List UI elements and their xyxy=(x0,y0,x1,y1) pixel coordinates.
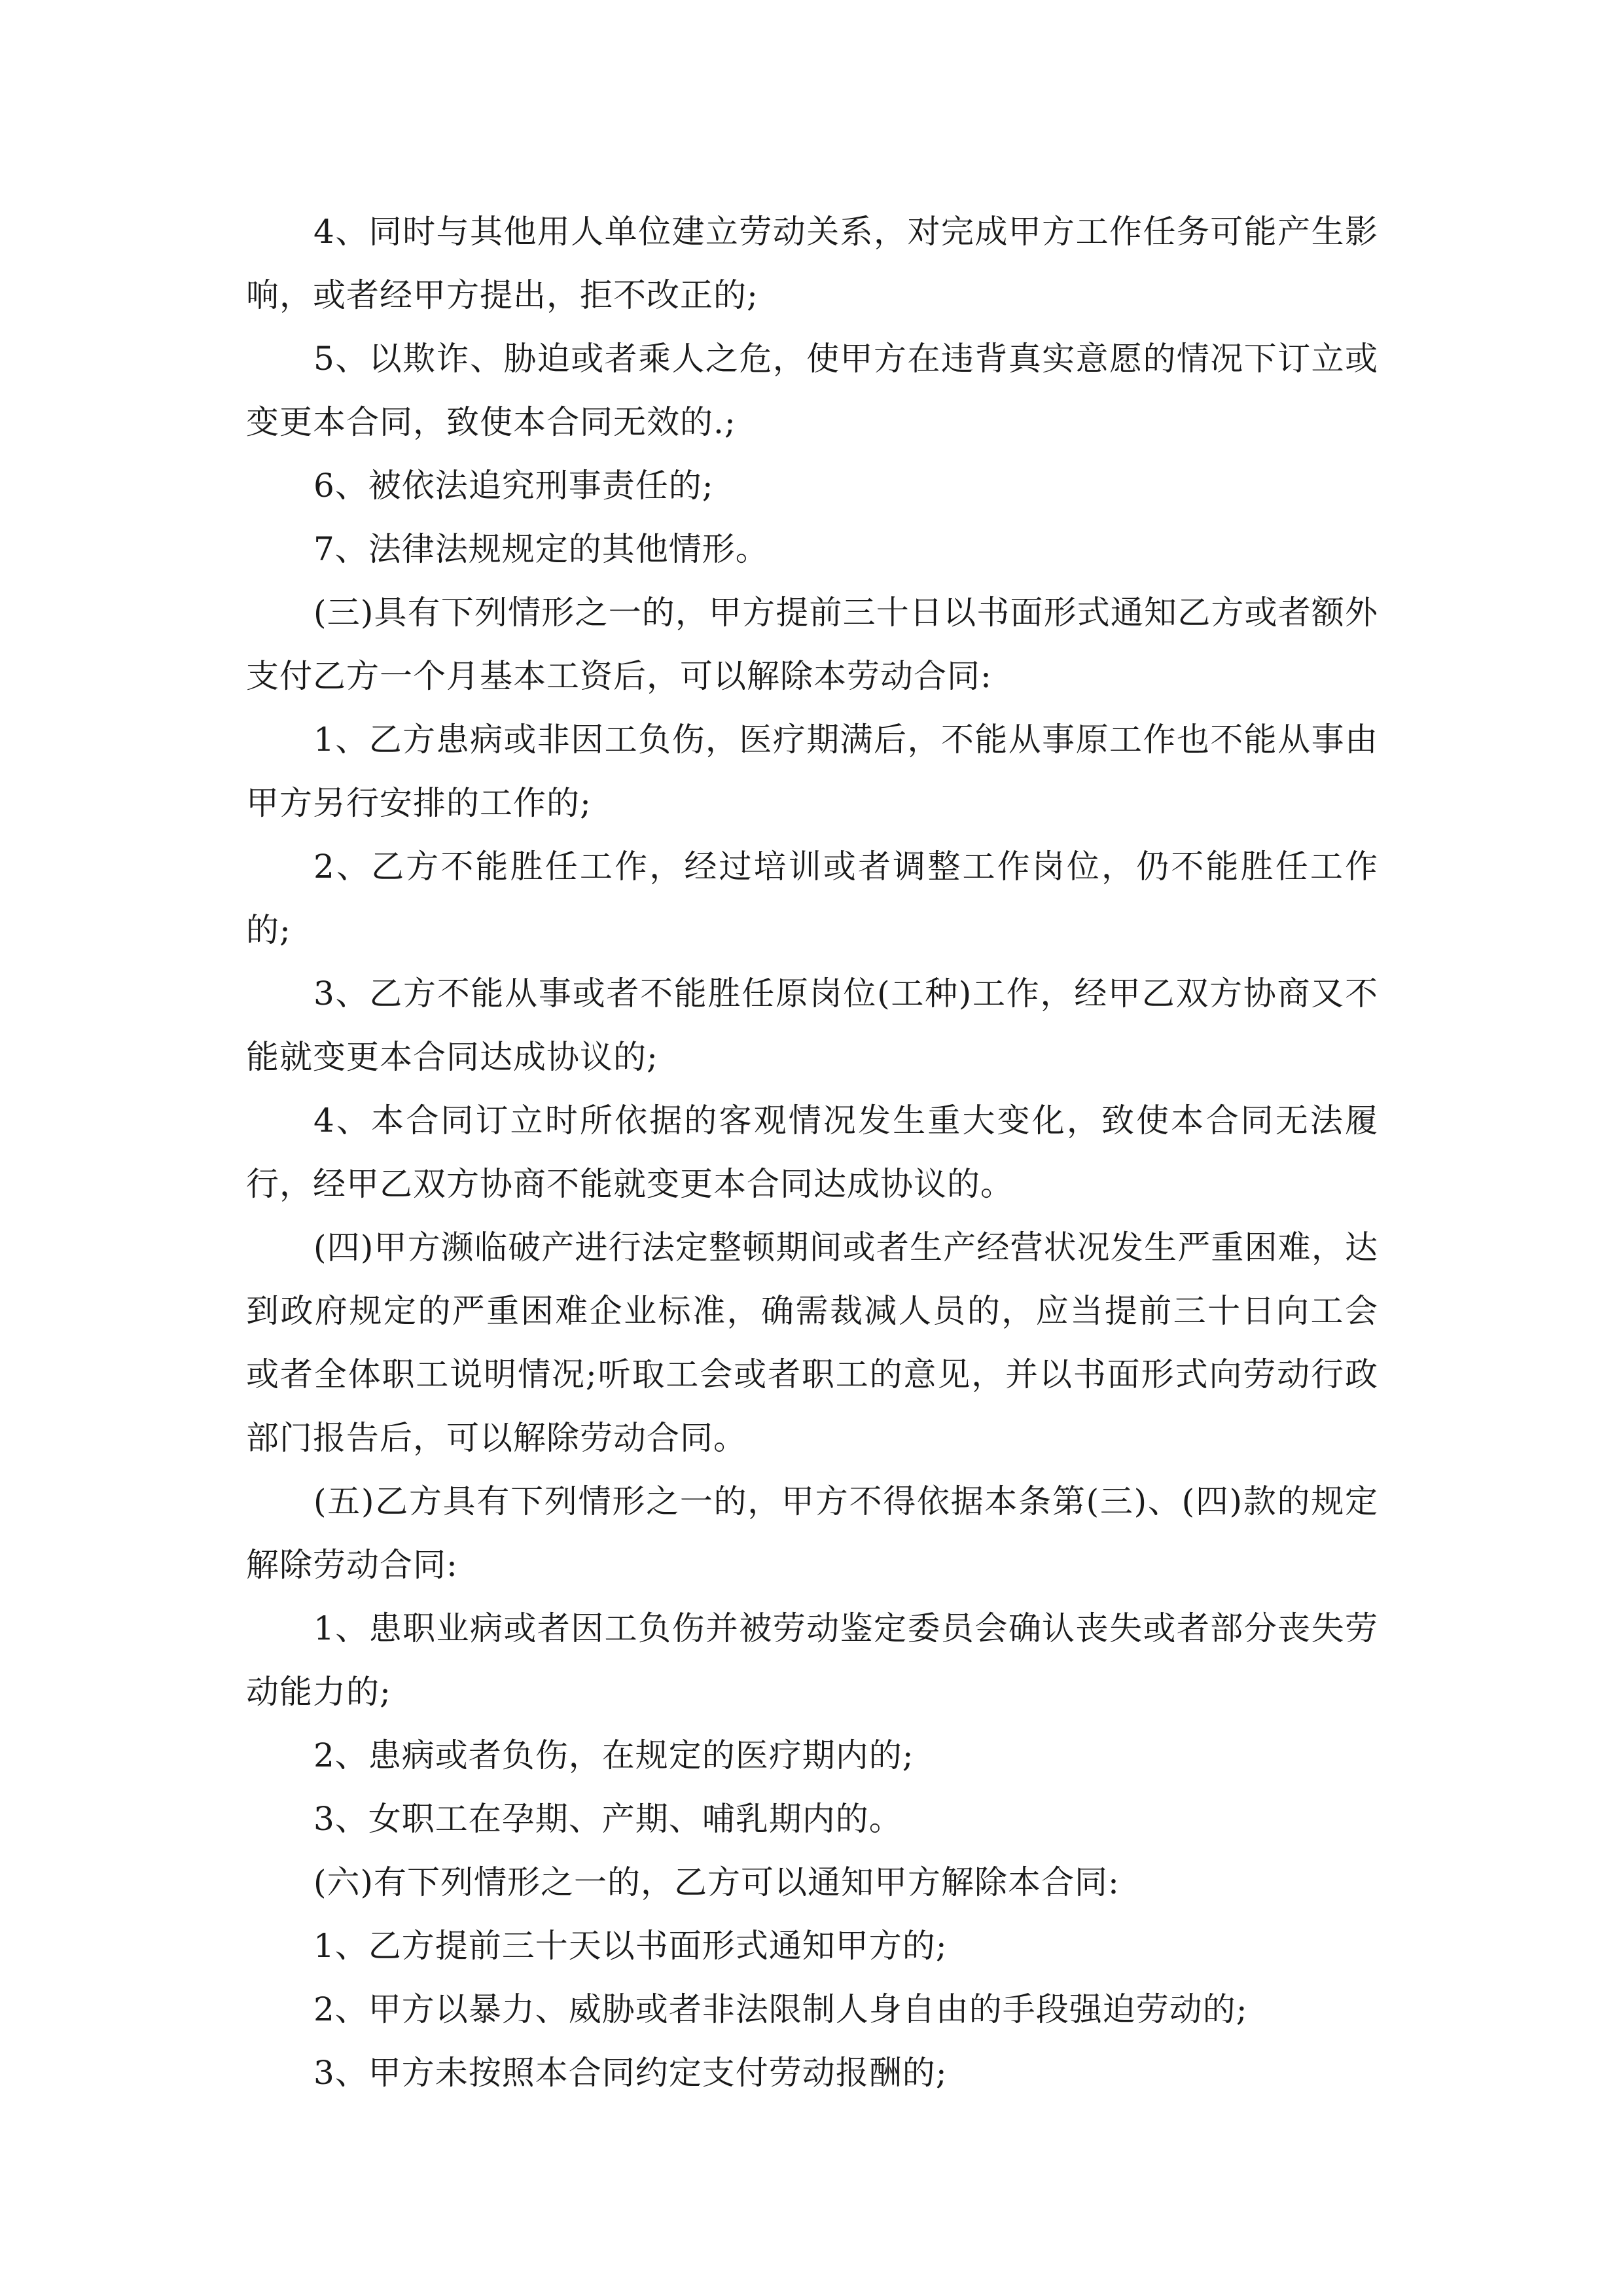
paragraph-clause-5-fraud: 5、以欺诈、胁迫或者乘人之危，使甲方在违背真实意愿的情况下订立或变更本合同，致使本合同无效的.; xyxy=(246,340,1378,441)
paragraph-section-3-item-3: 3、乙方不能从事或者不能胜任原岗位(工种)工作，经甲乙双方协商又不能就变更本合同达成协议的; xyxy=(246,975,1378,1076)
paragraph-section-3-item-4: 4、本合同订立时所依据的客观情况发生重大变化，致使本合同无法履行，经甲乙双方协商不能就变更本合同达成协议的。 xyxy=(246,1102,1378,1203)
paragraph-section-6-item-3: 3、甲方未按照本合同约定支付劳动报酬的; xyxy=(313,2054,948,2092)
paragraph-section-6-item-1: 1、乙方提前三十天以书面形式通知甲方的; xyxy=(313,1927,948,1965)
paragraph-section-6-item-2: 2、甲方以暴力、威胁或者非法限制人身自由的手段强迫劳动的; xyxy=(313,1990,1248,2028)
paragraph-section-3-item-2: 2、乙方不能胜任工作，经过培训或者调整工作岗位，仍不能胜任工作的; xyxy=(246,848,1378,949)
paragraph-clause-7-other: 7、法律法规规定的其他情形。 xyxy=(313,530,769,568)
paragraph-clause-4-dual-employment: 4、同时与其他用人单位建立劳动关系，对完成甲方工作任务可能产生影响，或者经甲方提出，拒不改正的; xyxy=(246,213,1378,314)
paragraph-section-5-item-2: 2、患病或者负伤，在规定的医疗期内的; xyxy=(313,1736,914,1774)
paragraph-clause-6-criminal: 6、被依法追究刑事责任的; xyxy=(313,467,714,505)
paragraph-section-5-heading: (五)乙方具有下列情形之一的，甲方不得依据本条第(三)、(四)款的规定解除劳动合同: xyxy=(246,1482,1378,1584)
paragraph-section-3-heading: (三)具有下列情形之一的，甲方提前三十日以书面形式通知乙方或者额外支付乙方一个月基本工资后，可以解除本劳动合同: xyxy=(246,594,1378,695)
paragraph-section-5-item-3: 3、女职工在孕期、产期、哺乳期内的。 xyxy=(313,1800,902,1838)
paragraph-section-5-item-1: 1、患职业病或者因工负伤并被劳动鉴定委员会确认丧失或者部分丧失劳动能力的; xyxy=(246,1609,1378,1711)
document-body xyxy=(246,200,1378,2105)
paragraph-section-3-item-1: 1、乙方患病或非因工负伤，医疗期满后，不能从事原工作也不能从事由甲方另行安排的工作的; xyxy=(246,721,1378,822)
paragraph-section-4: (四)甲方濒临破产进行法定整顿期间或者生产经营状况发生严重困难，达到政府规定的严重困难企业标准，确需裁减人员的，应当提前三十日向工会或者全体职工说明情况;听取工会或者职工的意见，并以书面形式向劳动行政部门报告后，可以解除劳动合同。 xyxy=(246,1229,1378,1457)
paragraph-section-6-heading: (六)有下列情形之一的，乙方可以通知甲方解除本合同: xyxy=(313,1863,1120,1901)
